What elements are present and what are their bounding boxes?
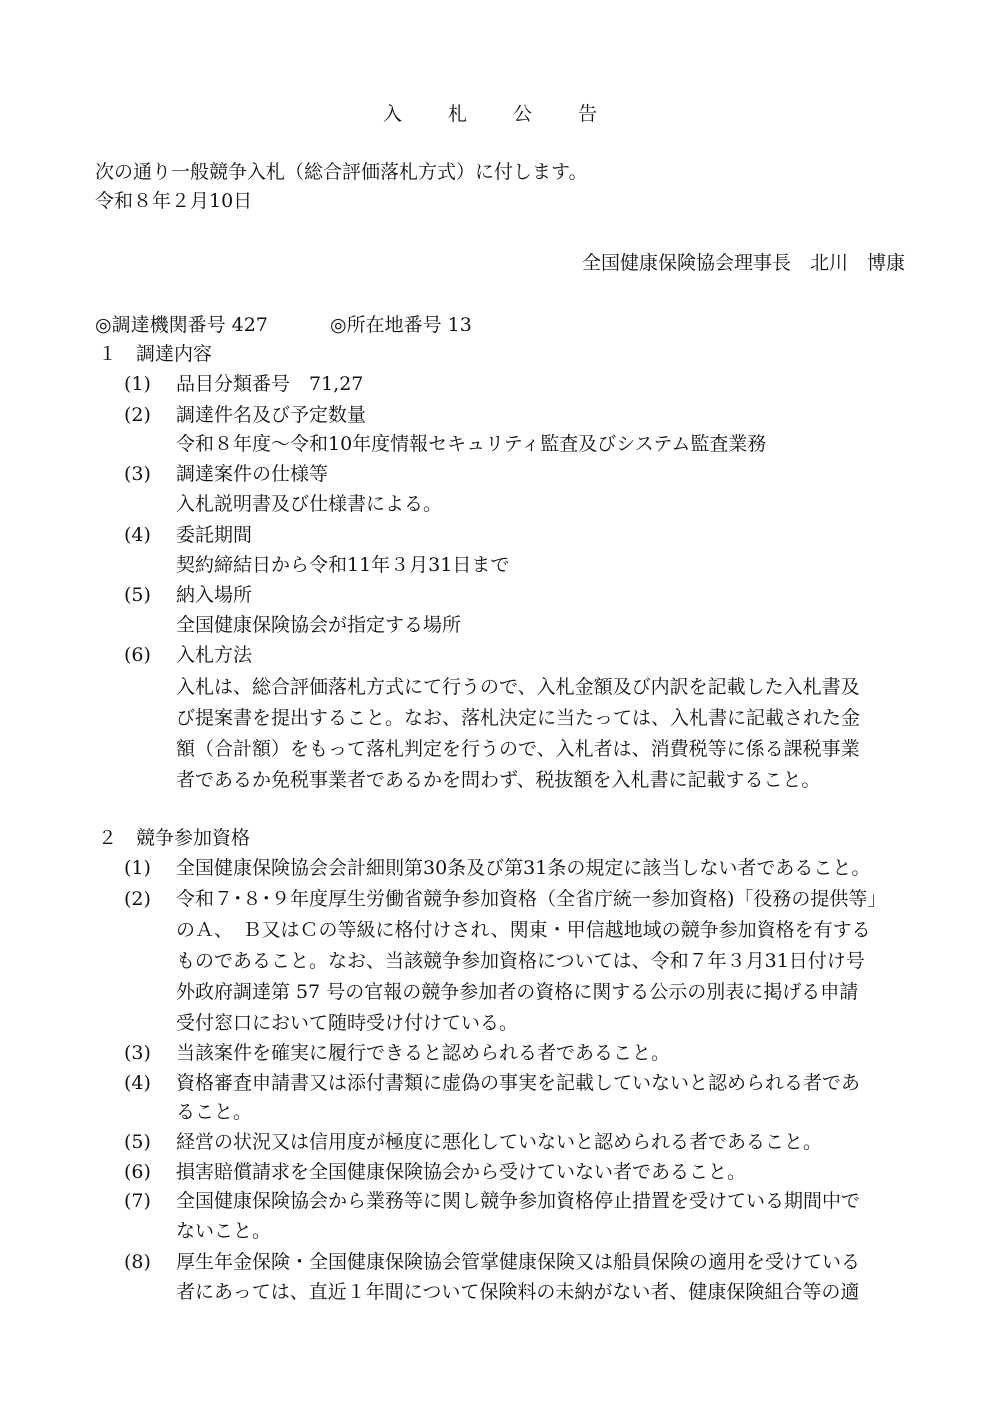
item-number: (2) <box>124 404 151 426</box>
item-number: (4) <box>124 524 151 546</box>
item-line: 令和８年度～令和10年度情報セキュリティ監査及びシステム監査業務 <box>176 433 767 455</box>
item-line: 外政府調達第 57 号の官報の競争参加者の資格に関する公示の別表に掲げる申請 <box>176 981 859 1003</box>
item-line: 経営の状況又は信用度が極度に悪化していないと認められる者であること。 <box>176 1131 823 1153</box>
announcement-date: 令和８年２月10日 <box>95 190 253 212</box>
intro-text: 次の通り一般競争入札（総合評価落札方式）に付します。 <box>95 161 588 183</box>
item-number: (6) <box>124 1161 151 1183</box>
item-line: 損害賠償請求を全国健康保険協会から受けていない者であること。 <box>176 1161 747 1183</box>
location-number: ◎所在地番号 13 <box>330 314 472 336</box>
item-line: 入札説明書及び仕様書による。 <box>176 493 443 515</box>
item-line: 受付窓口において随時受け付けている。 <box>176 1012 519 1034</box>
section-1-number: １ <box>98 343 118 365</box>
item-line: 全国健康保険協会会計細則第30条及び第31条の規定に該当しない者であること。 <box>176 857 871 879</box>
item-line: 委託期間 <box>176 524 253 546</box>
item-line: 契約締結日から令和11年３月31日まで <box>176 554 510 576</box>
item-number: (7) <box>124 1190 151 1212</box>
section-2-heading: 競争参加資格 <box>136 827 251 849</box>
item-line: 厚生年金保険・全国健康保険協会管掌健康保険又は船員保険の適用を受けている <box>176 1251 861 1273</box>
item-number: (2) <box>124 888 151 910</box>
item-line: 額（合計額）をもって落札判定を行うので、入札者は、消費税等に係る課税事業 <box>176 738 860 760</box>
item-line: 入札方法 <box>176 644 253 666</box>
item-line: 者にあっては、直近１年間について保険料の未納がない者、健康保険組合等の適 <box>176 1281 860 1303</box>
procurement-agency-number: ◎調達機関番号 427 <box>95 314 268 336</box>
item-line: 全国健康保険協会から業務等に関し競争参加資格停止措置を受けている期間中で <box>176 1190 861 1212</box>
item-line: 調達案件の仕様等 <box>176 463 329 485</box>
issuer-name: 全国健康保険協会理事長 北川 博康 <box>581 252 905 274</box>
item-line: 納入場所 <box>176 584 253 606</box>
item-line: 全国健康保険協会が指定する場所 <box>176 614 462 636</box>
item-number: (1) <box>124 857 151 879</box>
item-line: 調達件名及び予定数量 <box>176 404 367 426</box>
page-title: 入 札 公 告 <box>382 103 618 125</box>
item-number: (5) <box>124 1131 151 1153</box>
item-line: 品目分類番号 71,27 <box>176 373 364 395</box>
item-line: 当該案件を確実に履行できると認められる者であること。 <box>176 1042 671 1064</box>
item-line: のＡ、 Ｂ又はＣの等級に格付けされ、関東・甲信越地域の競争参加資格を有する <box>176 919 871 941</box>
item-line: 者であるか免税事業者であるかを問わず、税抜額を入札書に記載すること。 <box>176 769 821 791</box>
item-number: (8) <box>124 1251 151 1273</box>
item-line: ものであること。なお、当該競争参加資格については、令和７年３月31日付け号 <box>176 950 865 972</box>
item-number: (1) <box>124 373 151 395</box>
item-line: 入札は、総合評価落札方式にて行うので、入札金額及び内訳を記載した入札書及 <box>176 676 860 698</box>
item-number: (3) <box>124 463 151 485</box>
item-line: ること。 <box>176 1101 253 1123</box>
section-2-number: ２ <box>98 827 118 849</box>
item-number: (6) <box>124 644 151 666</box>
item-line: 令和７･８･９年度厚生労働省競争参加資格（全省庁統一参加資格)「役務の提供等」 <box>176 888 887 910</box>
item-number: (5) <box>124 584 151 606</box>
item-line: び提案書を提出すること。なお、落札決定に当たっては、入札書に記載された金 <box>176 707 861 729</box>
item-line: 資格審査申請書又は添付書類に虚偽の事実を記載していないと認められる者であ <box>176 1072 861 1094</box>
item-number: (4) <box>124 1072 151 1094</box>
item-line: ないこと。 <box>176 1220 272 1242</box>
section-1-heading: 調達内容 <box>136 343 213 365</box>
item-number: (3) <box>124 1042 151 1064</box>
